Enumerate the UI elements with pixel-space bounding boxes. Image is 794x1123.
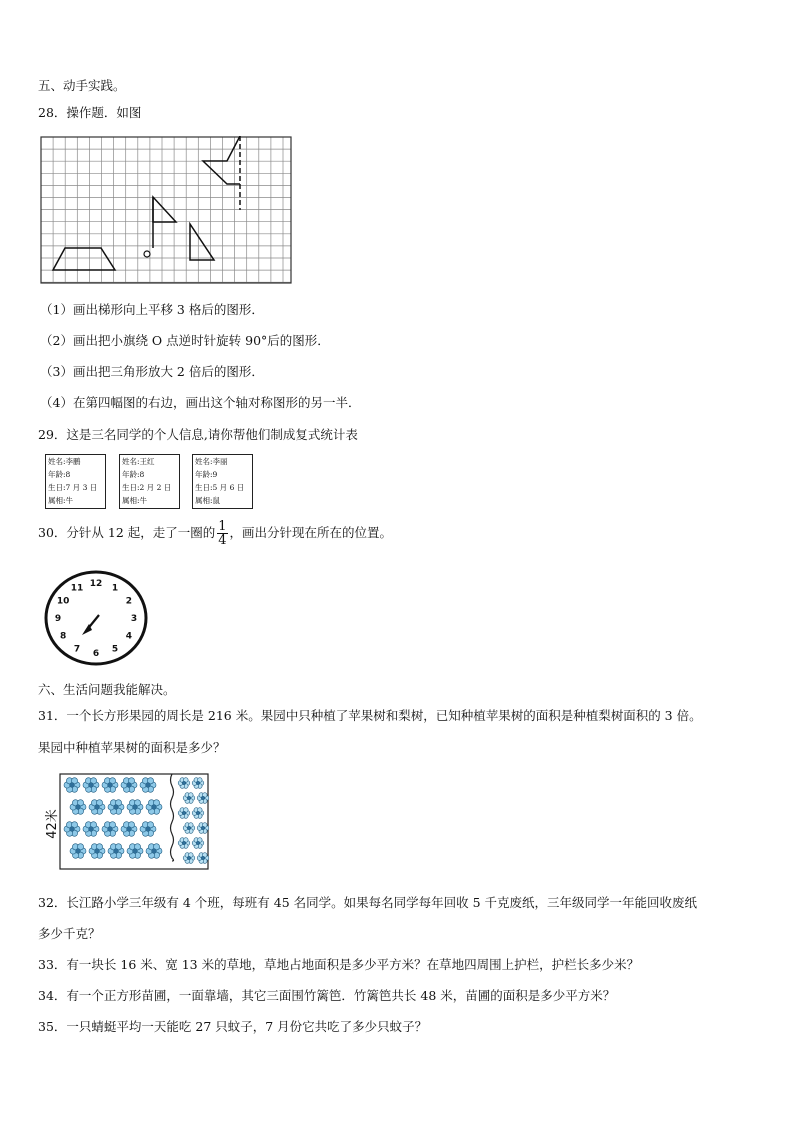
- question-34: 34．有一个正方形苗圃，一面靠墙，其它三面围竹篱笆．竹篱笆共长 48 米，苗圃的面积是多少平方米？: [38, 988, 616, 1003]
- pear-tree-icon: [183, 823, 195, 834]
- q28-part-4: （4）在第四幅图的右边，画出这个轴对称图形的另一半．: [40, 395, 361, 410]
- q28-part-1: （1）画出梯形向上平移 3 格后的图形．: [40, 302, 264, 317]
- apple-tree-icon: [121, 822, 137, 837]
- clock-number: 11: [70, 583, 84, 594]
- apple-tree-icon: [83, 778, 99, 793]
- apple-tree-icon: [121, 778, 137, 793]
- apple-tree-icon: [89, 844, 105, 859]
- pear-tree-icon: [178, 808, 190, 819]
- apple-tree-icon: [70, 844, 86, 859]
- apple-tree-icon: [146, 844, 162, 859]
- clock-number: 8: [59, 631, 67, 642]
- q28-part-3: （3）画出把三角形放大 2 倍后的图形．: [40, 364, 264, 379]
- student-card-3: [192, 454, 253, 509]
- clock-number: 1: [111, 583, 119, 594]
- pear-tree-icon: [192, 778, 204, 789]
- clock-number: 7: [73, 644, 81, 655]
- pivot-point-o: [144, 251, 150, 257]
- orchard-side-label: 42米: [45, 809, 60, 839]
- clock-number: 4: [125, 631, 133, 642]
- q30-text-before: 30．分针从 12 起，走了一圈的: [38, 525, 216, 540]
- trapezoid-shape: [53, 248, 115, 270]
- question-30: [38, 520, 392, 547]
- pear-tree-icon: [197, 853, 209, 864]
- clock-number: 5: [111, 644, 119, 655]
- pear-tree-icon: [183, 793, 195, 804]
- student-card-2: [119, 454, 180, 509]
- apple-tree-icon: [108, 800, 124, 815]
- orchard-figure: [40, 770, 212, 874]
- q28-grid-figure: [40, 136, 292, 284]
- clock-face: [44, 570, 154, 670]
- pear-tree-icon: [178, 778, 190, 789]
- section-heading-6: 六、生活问题我能解决。: [38, 682, 176, 697]
- apple-tree-icon: [127, 844, 143, 859]
- section-heading-5: 五、动手实践。: [38, 78, 126, 93]
- q30-text-after: ，画出分针现在所在的位置。: [229, 525, 393, 540]
- card-birthday: 生日:2 月 2 日: [122, 483, 172, 492]
- pear-tree-icon: [178, 838, 190, 849]
- card-age: 年龄:8: [122, 470, 145, 479]
- clock-number: 10: [56, 596, 70, 607]
- question-28-title: 28．操作题．如图: [38, 105, 142, 120]
- apple-tree-icon: [64, 778, 80, 793]
- question-32-line-2: 多少千克？: [38, 926, 101, 941]
- question-33: 33．有一块长 16 米、宽 13 米的草地，草地占地面积是多少平方米？在草地四周围上护栏，护栏长多少米？: [38, 957, 640, 972]
- card-zodiac: 属相:牛: [48, 496, 74, 505]
- card-name: 姓名:王红: [122, 457, 155, 466]
- apple-tree-icon: [102, 822, 118, 837]
- card-birthday: 生日:5 月 6 日: [195, 483, 245, 492]
- clock-number: 9: [54, 614, 62, 624]
- card-birthday: 生日:7 月 3 日: [48, 483, 98, 492]
- question-31-line-2: 果园中种植苹果树的面积是多少？: [38, 740, 226, 755]
- card-zodiac: 属相:牛: [122, 496, 148, 505]
- clock-number: 6: [92, 649, 100, 659]
- apple-tree-icon: [89, 800, 105, 815]
- apple-tree-icon: [64, 822, 80, 837]
- question-29-title: 29．这是三名同学的个人信息,请你帮他们制成复式统计表: [38, 427, 358, 442]
- question-35: 35．一只蜻蜓平均一天能吃 27 只蚊子，7 月份它共吃了多少只蚊子？: [38, 1019, 428, 1034]
- card-name: 姓名:李丽: [195, 457, 228, 466]
- pear-tree-icon: [192, 838, 204, 849]
- pear-tree-icon: [197, 823, 209, 834]
- question-31-line-1: 31．一个长方形果园的周长是 216 米。果园中只种植了苹果树和梨树，已知种植苹果树的面积是种植梨树面积的 3 倍。: [38, 708, 702, 723]
- pear-tree-icon: [197, 793, 209, 804]
- apple-tree-icon: [127, 800, 143, 815]
- apple-tree-icon: [140, 822, 156, 837]
- apple-tree-icon: [83, 822, 99, 837]
- pear-tree-icon: [183, 853, 195, 864]
- fraction-one-quarter: $\frac{1}{4}$: [218, 519, 227, 548]
- apple-tree-icon: [102, 778, 118, 793]
- clock-number: 12: [89, 579, 103, 589]
- card-age: 年龄:8: [48, 470, 71, 479]
- card-age: 年龄:9: [195, 470, 218, 479]
- apple-tree-icon: [108, 844, 124, 859]
- apple-tree-icon: [70, 800, 86, 815]
- student-card-1: [45, 454, 106, 509]
- apple-tree-icon: [140, 778, 156, 793]
- clock-number: 2: [125, 596, 133, 607]
- question-32-line-1: 32．长江路小学三年级有 4 个班，每班有 45 名同学。如果每名同学每年回收 5 千克废纸，三年级同学一年能回收废纸: [38, 895, 698, 910]
- clock-number: 3: [130, 614, 138, 624]
- card-zodiac: 属相:鼠: [195, 496, 221, 505]
- apple-tree-icon: [146, 800, 162, 815]
- pear-tree-icon: [192, 808, 204, 819]
- card-name: 姓名:李鹏: [48, 457, 81, 466]
- q28-part-2: （2）画出把小旗绕 O 点逆时针旋转 90°后的图形．: [40, 333, 330, 348]
